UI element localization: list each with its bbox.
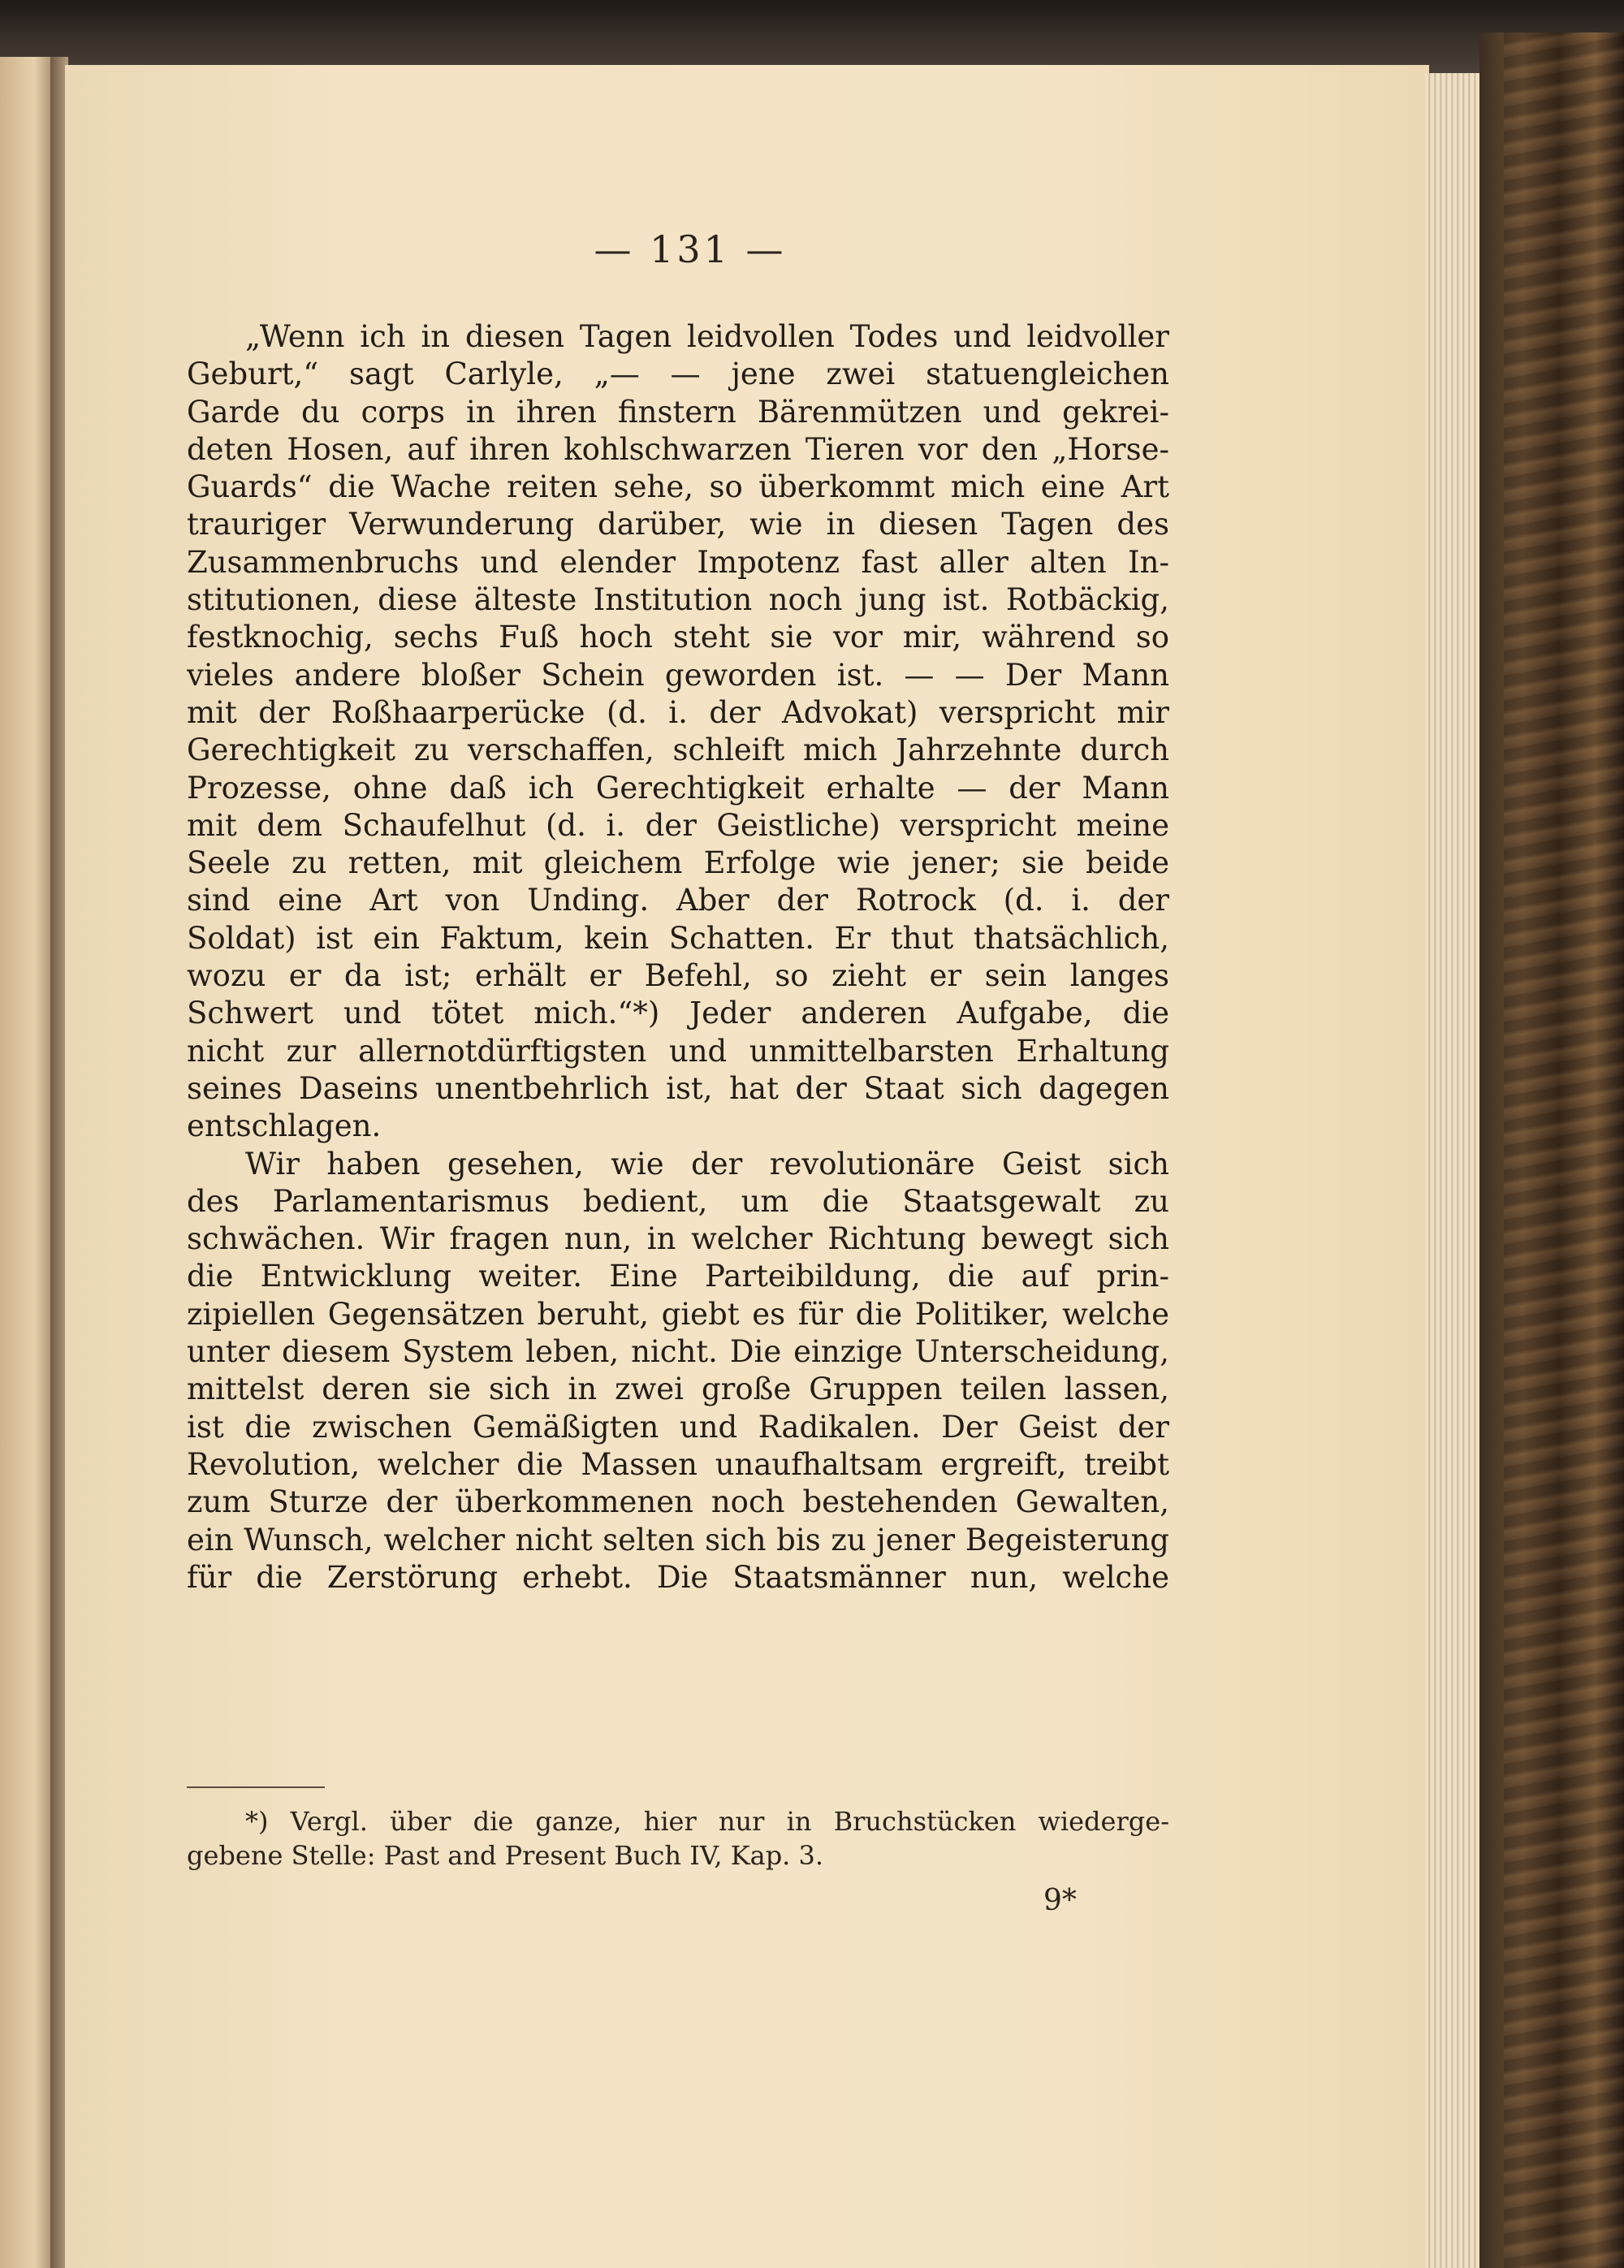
- footnote-line: gebene Stelle: Past and Present Buch IV, Kap. 3.: [187, 1840, 824, 1871]
- main-text: [187, 318, 1169, 1596]
- marbled-back-cover: [1479, 32, 1624, 2268]
- left-page-edge: [0, 57, 57, 2268]
- book-cover-top: [0, 0, 1624, 73]
- text-line: nicht zur allernotdürftigsten und unmittelbarsten Erhaltung: [187, 1033, 1169, 1069]
- text-line: Geburt,“ sagt Carlyle, „— — jene zwei statuengleichen: [187, 356, 1169, 392]
- text-line: Revolution, welcher die Massen unaufhaltsam ergreift, treibt: [187, 1446, 1169, 1482]
- text-line: Wir haben gesehen, wie der revolutionäre Geist sich: [245, 1146, 1169, 1182]
- text-line: des Parlamentarismus bedient, um die Staatsgewalt zu: [187, 1183, 1169, 1219]
- footnote: [187, 1804, 1169, 1873]
- text-line: mit dem Schaufelhut (d. i. der Geistliche) verspricht meine: [187, 807, 1169, 843]
- text-line: trauriger Verwunderung darüber, wie in diesen Tagen des: [187, 507, 1169, 542]
- text-line: Soldat) ist ein Faktum, kein Schatten. Er thut thatsächlich,: [187, 920, 1169, 956]
- text-line: stitutionen, diese älteste Institution noch jung ist. Rotbäckig,: [187, 582, 1169, 618]
- text-line: zum Sturze der überkommenen noch bestehenden Gewalten,: [187, 1484, 1169, 1520]
- text-line: ein Wunsch, welcher nicht selten sich bis zu jener Begeisterung: [187, 1522, 1169, 1557]
- text-line: Gerechtigkeit zu verschaffen, schleift mich Jahrzehnte durch: [187, 732, 1169, 768]
- printer-signature-mark: 9*: [1043, 1884, 1077, 1917]
- text-line: vieles andere bloßer Schein geworden ist. — — Der Mann: [187, 657, 1169, 693]
- text-line: festknochig, sechs Fuß hoch steht sie vor mir, während so: [187, 620, 1169, 655]
- text-line: für die Zerstörung erhebt. Die Staatsmänner nun, welche: [187, 1559, 1169, 1595]
- text-line: mit der Roßhaarperücke (d. i. der Advokat) verspricht mir: [187, 694, 1169, 730]
- paragraph-2: [187, 1146, 1169, 1597]
- text-line: mittelst deren sie sich in zwei große Gruppen teilen lassen,: [187, 1372, 1169, 1407]
- text-line: die Entwicklung weiter. Eine Parteibildung, die auf prin-: [187, 1259, 1169, 1294]
- text-line: „Wenn ich in diesen Tagen leidvollen Todes und leidvoller: [245, 319, 1169, 354]
- text-line: Garde du corps in ihren finstern Bärenmützen und gekrei-: [187, 394, 1169, 430]
- text-line: ist die zwischen Gemäßigten und Radikalen. Der Geist der: [187, 1409, 1169, 1445]
- footnote-rule: [187, 1786, 325, 1788]
- text-line: Guards“ die Wache reiten sehe, so überkommt mich eine Art: [187, 469, 1169, 505]
- paragraph-1: [187, 318, 1169, 1146]
- text-line: deten Hosen, auf ihren kohlschwarzen Tieren vor den „Horse-: [187, 431, 1169, 467]
- text-line: seines Daseins unentbehrlich ist, hat der Staat sich dagegen: [187, 1070, 1169, 1106]
- text-line: Seele zu retten, mit gleichem Erfolge wie jener; sie beide: [187, 845, 1169, 881]
- page-stack-edges: [1425, 73, 1482, 2268]
- text-line: zipiellen Gegensätzen beruht, giebt es für die Politiker, welche: [187, 1296, 1169, 1332]
- text-line: wozu er da ist; erhält er Befehl, so zieht er sein langes: [187, 958, 1169, 994]
- text-line: entschlagen.: [187, 1108, 382, 1144]
- page-number-header: — 131 —: [594, 227, 787, 271]
- text-line: Prozesse, ohne daß ich Gerechtigkeit erhalte — der Mann: [187, 770, 1169, 806]
- text-line: Zusammenbruchs und elender Impotenz fast aller alten In-: [187, 544, 1169, 580]
- text-line: unter diesem System leben, nicht. Die einzige Unterscheidung,: [187, 1334, 1169, 1370]
- text-line: Schwert und tötet mich.“*) Jeder anderen Aufgabe, die: [187, 996, 1169, 1031]
- footnote-line: *) Vergl. über die ganze, hier nur in Bruchstücken wiederge-: [245, 1806, 1169, 1837]
- text-line: sind eine Art von Unding. Aber der Rotrock (d. i. der: [187, 883, 1169, 918]
- text-line: schwächen. Wir fragen nun, in welcher Richtung bewegt sich: [187, 1221, 1169, 1257]
